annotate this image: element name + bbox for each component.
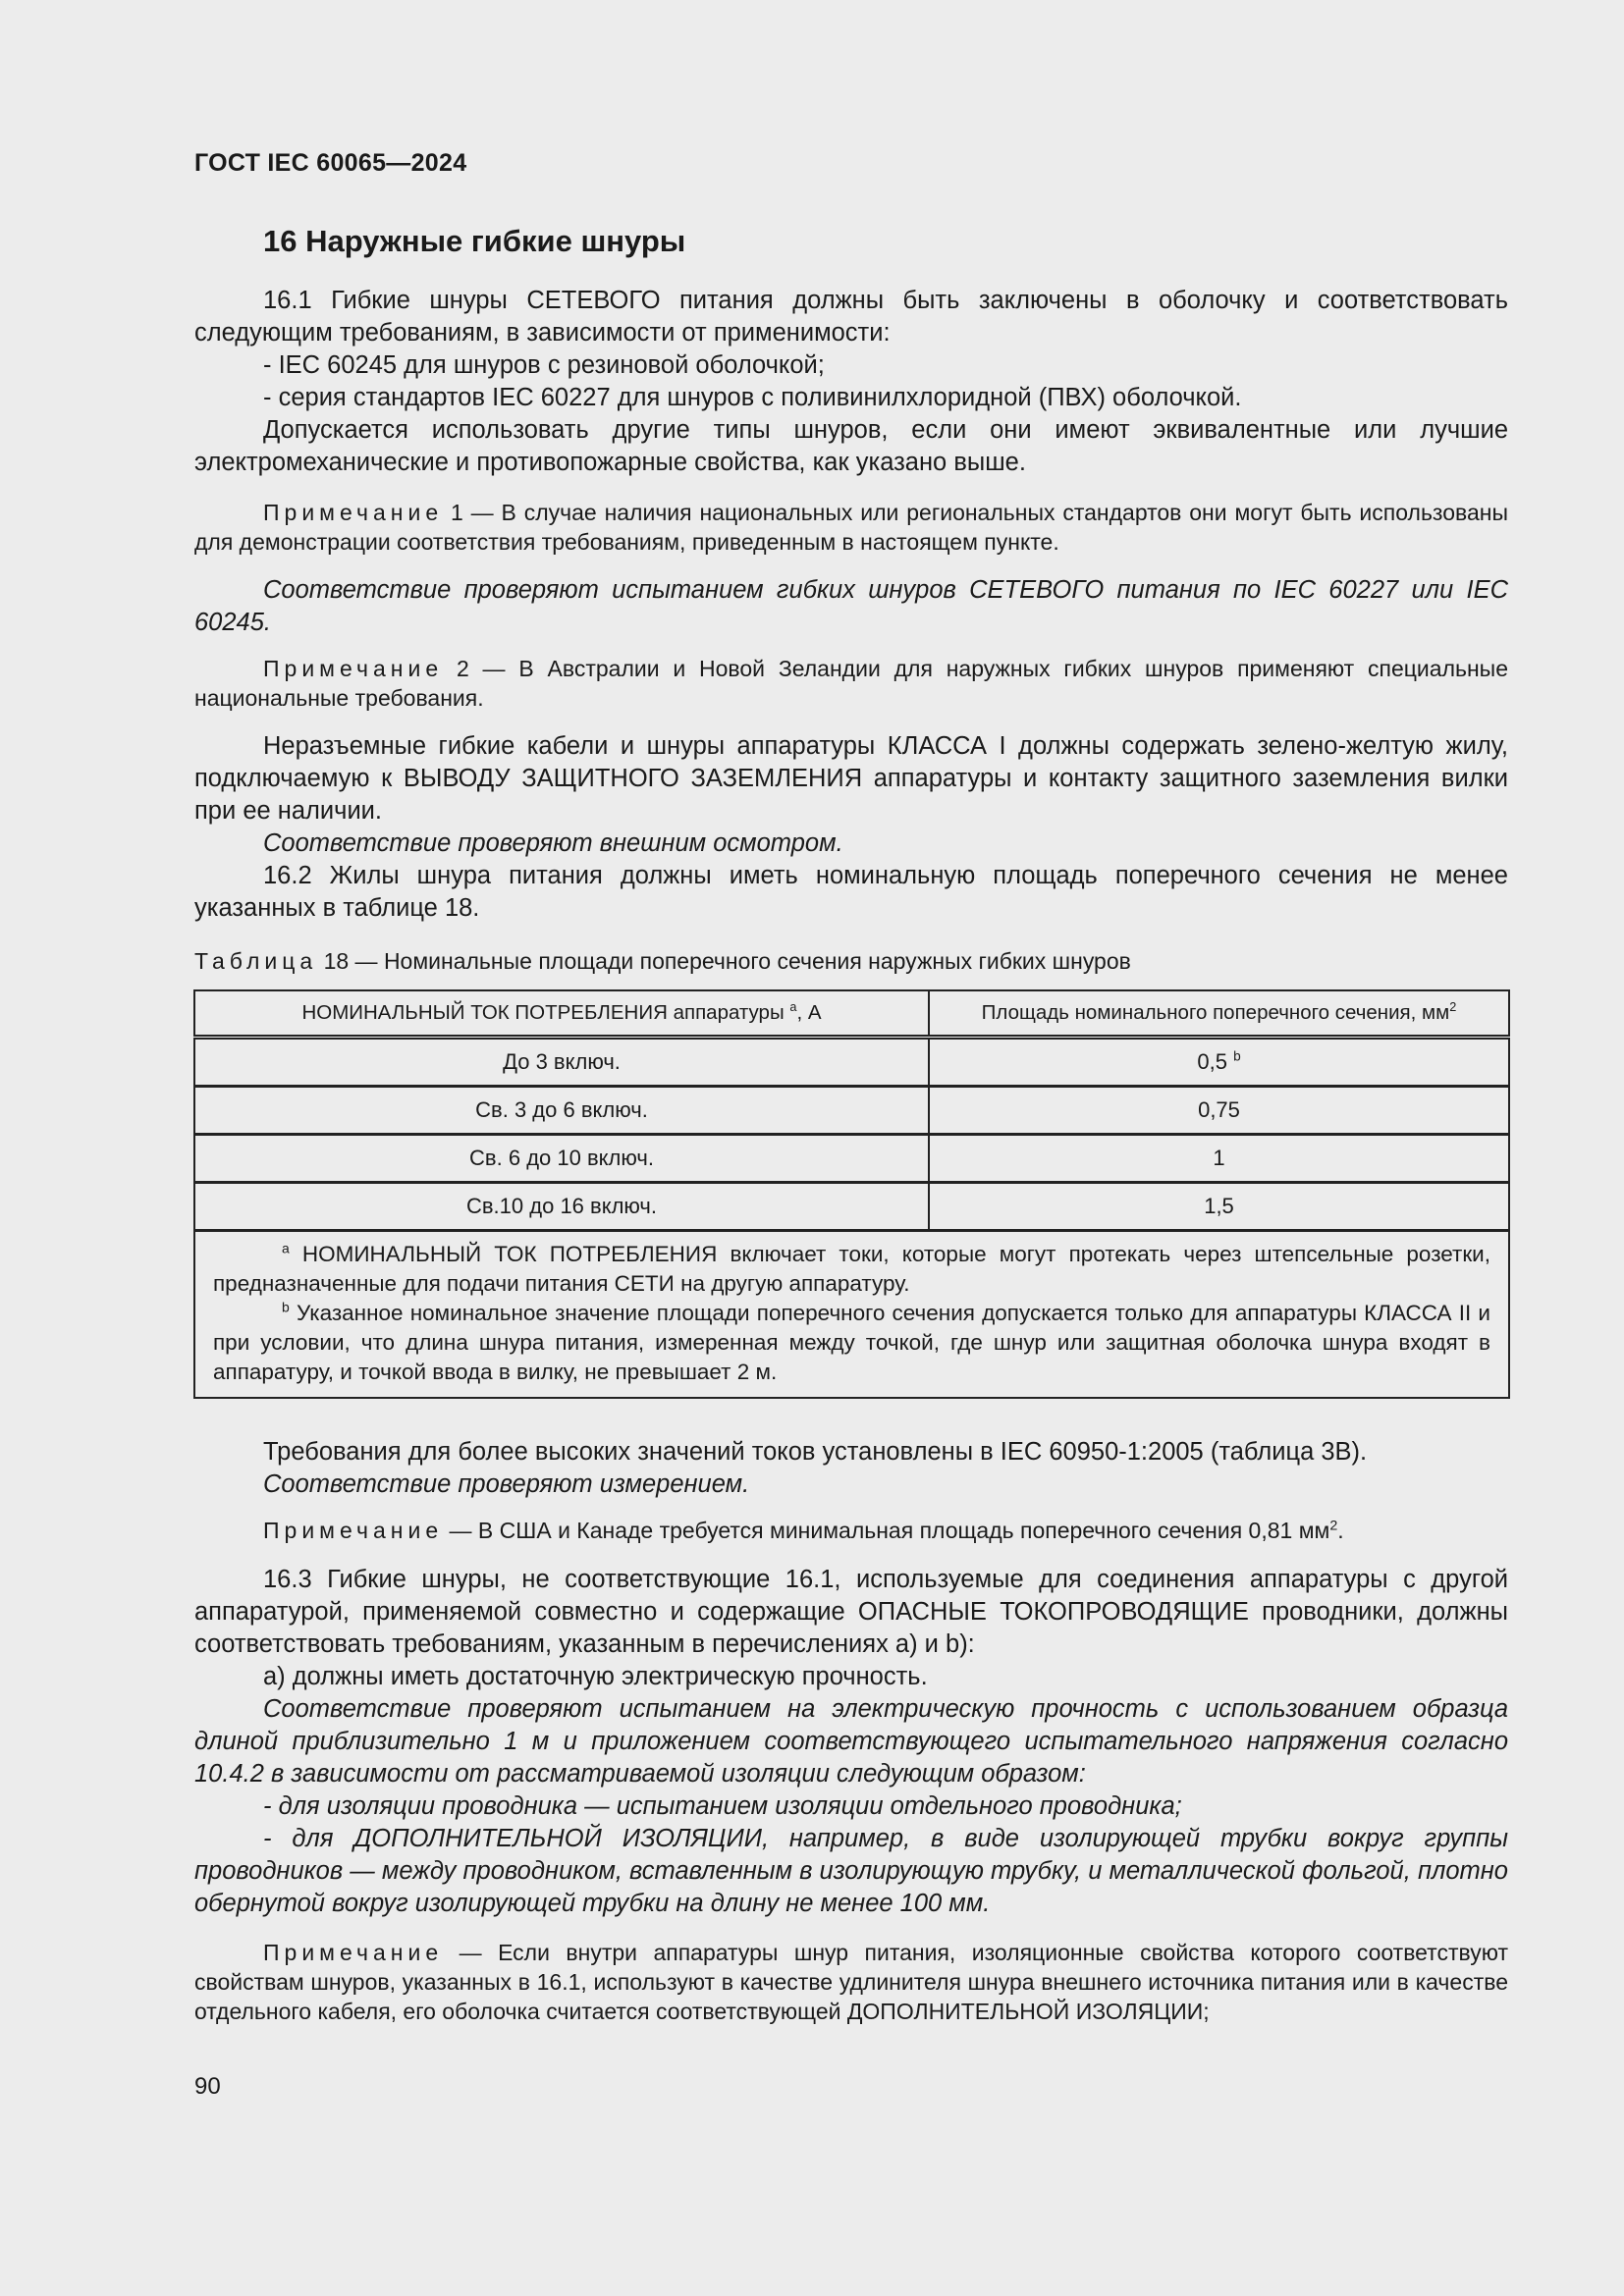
- table-row: Св.10 до 16 включ. 1,5: [194, 1183, 1509, 1231]
- table-header-area: Площадь номинального поперечного сечения, $мм^2$: [929, 990, 1509, 1038]
- footnote-a: $^a$ НОМИНАЛЬНЫЙ ТОК ПОТРЕБЛЕНИЯ включает токи, которые могут протекать через штепсельные розетки, предназначенные для подачи питания СЕТИ на другую аппаратуру.: [213, 1240, 1490, 1296]
- list-item: - для изоляции проводника — испытанием изоляции отдельного проводника;: [263, 1792, 1182, 1820]
- note-label: Примечание: [263, 656, 444, 681]
- section-higher: [194, 1436, 1508, 1501]
- paragraph-16-2: 16.2 Жилы шнура питания должны иметь номинальную площадь поперечного сечения не менее указанных в таблице 18.: [194, 862, 1508, 922]
- list-item: - IEC 60245 для шнуров с резиновой оболочкой;: [263, 351, 825, 379]
- note-4: Примечание — Если внутри аппаратуры шнур питания, изоляционные свойства которого соответствуют свойствам шнуров, указанных в 16.1, используют в качестве удлинителя шнура внешнего источника питания или в качестве отдельного кабеля, его оболочка считается соответствующей ДОПОЛНИТЕЛЬНОЙ ИЗОЛЯЦИИ;: [194, 1940, 1508, 2024]
- note-2: [194, 654, 1508, 713]
- paragraph-class1: Неразъемные гибкие кабели и шнуры аппаратуры КЛАССА I должны содержать зелено-желтую жилу, подключаемую к ВЫВОДУ ЗАЩИТНОГО ЗАЗЕМЛЕНИЯ аппаратуры и контакту защитного заземления вилки при ее наличии.: [194, 732, 1508, 825]
- note-text: 2 — В Австралии и Новой Зеландии для наружных гибких шнуров применяют специальные национальные требования.: [194, 656, 1508, 711]
- paragraph-16-1: 16.1 Гибкие шнуры СЕТЕВОГО питания должны быть заключены в оболочку и соответствовать следующим требованиям, в зависимости от применимости:: [194, 287, 1508, 347]
- item-a: a) должны иметь достаточную электрическую прочность.: [263, 1663, 928, 1690]
- compliance-4: Соответствие проверяют испытанием на электрическую прочность с использованием образца длиной приблизительно 1 м и приложением соответствующего испытательного напряжения согласно 10.4.2 в зависимости от рассматриваемой изоляции следующим образом:: [194, 1695, 1508, 1788]
- note-1: [194, 498, 1508, 557]
- paragraph-higher: Требования для более высоких значений токов установлены в IEC 60950-1:2005 (таблица 3В).: [263, 1438, 1368, 1466]
- table-row: До 3 включ. 0,5 $^b$: [194, 1038, 1509, 1087]
- compliance-1: Соответствие проверяют испытанием гибких шнуров СЕТЕВОГО питания по IEC 60227 или IEC 60245.: [194, 576, 1508, 636]
- compliance-2: Соответствие проверяют внешним осмотром.: [263, 829, 843, 857]
- section-16-3: [194, 1564, 1508, 1920]
- paragraph-allowed: Допускается использовать другие типы шнуров, если они имеют эквивалентные или лучшие электромеханические и противопожарные свойства, как указано выше.: [194, 416, 1508, 476]
- table-18: [193, 989, 1510, 1399]
- note-text: 1 — В случае наличия национальных или региональных стандартов они могут быть использованы для демонстрации соответствия требованиям, приведенным в настоящем пункте.: [194, 500, 1508, 555]
- page-number: 90: [194, 2073, 221, 2100]
- footnote-b: $^b$ Указанное номинальное значение площади поперечного сечения допускается только для аппаратуры КЛАССА II и при условии, что длина шнура питания, измеренная между точкой, где шнур или защитная оболочка шнура входят в аппаратуру, и точкой ввода в вилку, не превышает 2 м.: [213, 1299, 1490, 1384]
- section-16-1: [194, 285, 1508, 479]
- list-item: - серия стандартов IEC 60227 для шнуров с поливинилхлоридной (ПВХ) оболочкой.: [263, 384, 1242, 411]
- paragraph-16-3: 16.3 Гибкие шнуры, не соответствующие 16.1, используемые для соединения аппаратуры с другой аппаратурой, применяемой совместно и содержащие ОПАСНЫЕ ТОКОПРОВОДЯЩИЕ проводники, должны соответствовать требованиям, указанным в перечислениях a) и b):: [194, 1566, 1508, 1658]
- document-header: ГОСТ IEC 60065—2024: [194, 149, 467, 177]
- note-label: Примечание: [263, 500, 444, 525]
- section-class1: [194, 730, 1508, 925]
- compliance-3: Соответствие проверяют измерением.: [263, 1470, 750, 1498]
- table-row: Св. 3 до 6 включ. 0,75: [194, 1087, 1509, 1135]
- table-row: Св. 6 до 10 включ. 1: [194, 1135, 1509, 1183]
- list-item: - для ДОПОЛНИТЕЛЬНОЙ ИЗОЛЯЦИИ, например, в виде изолирующей трубки вокруг группы проводников — между проводником, вставленным в изолирующую трубку, и металлической фольгой, плотно обернутой вокруг изолирующей трубки на длину не менее 100 мм.: [194, 1825, 1508, 1917]
- table-caption: Таблица 18 — Номинальные площади поперечного сечения наружных гибких шнуров: [194, 948, 1131, 974]
- note-3: Примечание — В США и Канаде требуется минимальная площадь поперечного сечения 0,81 $мм^2$.: [263, 1518, 1344, 1543]
- section-title: 16 Наружные гибкие шнуры: [263, 224, 686, 258]
- table-header-current: НОМИНАЛЬНЫЙ ТОК ПОТРЕБЛЕНИЯ аппаратуры $^a$, А: [194, 990, 929, 1038]
- table-footnotes: [194, 1231, 1509, 1399]
